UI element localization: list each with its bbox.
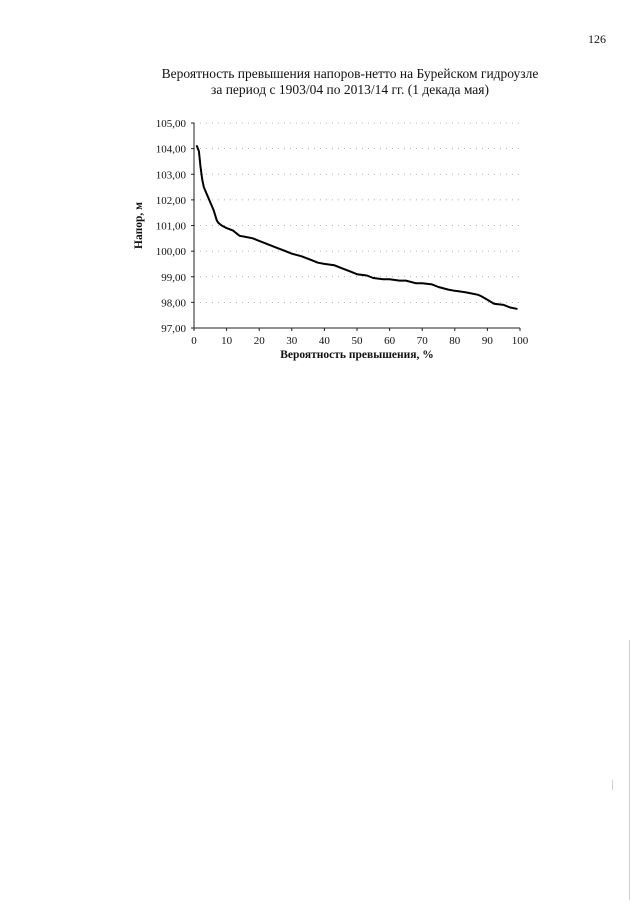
- y-tick-label: 101,00: [155, 220, 186, 233]
- x-tick-label: 60: [384, 335, 396, 347]
- chart-title-line-2: за период с 1903/04 по 2013/14 гг. (1 декада мая): [211, 82, 489, 97]
- scan-artifact: [629, 640, 630, 900]
- x-tick-label: 10: [221, 335, 233, 347]
- x-tick-label: 90: [481, 335, 493, 347]
- x-tick-label: 20: [253, 335, 265, 347]
- x-ticks: [191, 328, 529, 347]
- x-tick-label: 40: [318, 335, 330, 347]
- x-tick-label: 80: [449, 335, 461, 347]
- series: [197, 146, 517, 309]
- y-tick-label: 102,00: [155, 194, 186, 207]
- y-tick-label: 105,00: [155, 118, 186, 130]
- y-tick-label: 99,00: [161, 271, 186, 284]
- x-tick-label: 50: [351, 335, 363, 347]
- page-number: 126: [588, 32, 606, 46]
- y-tick-label: 104,00: [155, 143, 186, 156]
- gridlines: [194, 123, 520, 302]
- series-line: [197, 146, 517, 309]
- x-tick-label: 0: [191, 335, 197, 347]
- y-tick-label: 100,00: [155, 246, 186, 259]
- x-axis-label: Вероятность превышения, %: [280, 349, 434, 361]
- y-tick-label: 103,00: [155, 169, 186, 182]
- y-tick-label: 98,00: [161, 297, 186, 310]
- scan-artifact: [612, 780, 613, 790]
- x-tick-label: 100: [511, 335, 529, 347]
- x-tick-label: 70: [416, 335, 428, 347]
- y-ticks: [156, 118, 194, 335]
- y-axis-label: Напор, м: [133, 202, 145, 249]
- y-tick-label: 97,00: [161, 323, 186, 335]
- chart-title-line-1: Вероятность превышения напоров-нетто на Бурейском гидроузле: [161, 66, 539, 81]
- x-tick-label: 30: [286, 335, 298, 347]
